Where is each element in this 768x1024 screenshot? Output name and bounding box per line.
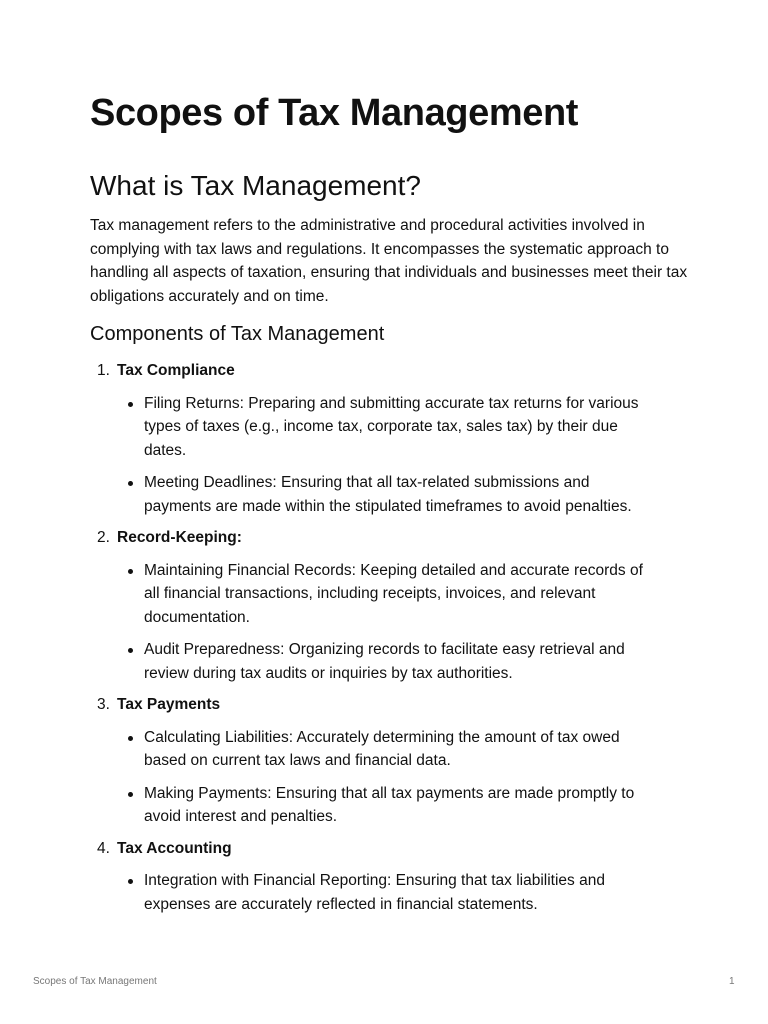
bullet-icon [128,402,133,407]
page-number: 1 [729,976,735,987]
section-heading: What is Tax Management? [90,170,421,201]
bullet-icon [128,879,133,884]
component-item [90,693,690,829]
component-number: 3. [97,696,110,713]
component-title: Record-Keeping: [117,529,242,546]
bullet-item [90,726,690,773]
bullet-text: Meeting Deadlines: Ensuring that all tax-related submissions and payments are made within the stipulated timeframes to avoid penalties. [144,474,632,515]
component-item [90,837,690,917]
bullet-list [90,726,690,829]
bullet-icon [128,481,133,486]
bullet-text: Integration with Financial Reporting: Ensuring that tax liabilities and expenses are accurately reflected in financial statements. [144,872,605,913]
bullet-icon [128,569,133,574]
component-title: Tax Payments [117,696,221,713]
bullet-text: Filing Returns: Preparing and submitting accurate tax returns for various types of taxes (e.g., income tax, corporate tax, sales tax) by their due dates. [144,394,639,459]
footer-title: Scopes of Tax Management [33,976,157,987]
component-number: 4. [97,839,110,857]
bullet-list [90,869,690,916]
bullet-text: Audit Preparedness: Organizing records to facilitate easy retrieval and review during tax audits or inquiries by tax authorities. [144,641,625,682]
component-item [90,526,690,685]
component-title: Tax Compliance [117,362,235,379]
bullet-item [90,782,690,829]
bullet-icon [128,792,133,797]
component-number: 2. [97,529,110,546]
bullet-text: Calculating Liabilities: Accurately determining the amount of tax owed based on current tax laws and financial data. [144,728,620,769]
bullet-text: Maintaining Financial Records: Keeping detailed and accurate records of all financial transactions, including receipts, invoices, and relevant documentation. [144,561,643,626]
components-heading: Components of Tax Management [90,323,385,345]
bullet-item [90,392,690,463]
intro-paragraph: Tax management refers to the administrative and procedural activities involved in complying with tax laws and regulations. It encompasses the systematic approach to handling all aspects of taxation, ensuring that individuals and businesses meet their tax obligations accurately and on time. [90,217,688,305]
component-title: Tax Accounting [117,839,232,857]
bullet-text: Making Payments: Ensuring that all tax payments are made promptly to avoid interest and penalties. [144,784,635,825]
bullet-item [90,471,690,518]
bullet-icon [128,736,133,741]
bullet-icon [128,648,133,653]
component-item [90,359,690,518]
components-list [90,359,690,916]
component-number: 1. [97,362,110,379]
bullet-item [90,869,690,916]
bullet-item [90,638,690,685]
bullet-list [90,559,690,686]
bullet-list [90,392,690,519]
page-title: Scopes of Tax Management [90,92,579,134]
bullet-item [90,559,690,630]
